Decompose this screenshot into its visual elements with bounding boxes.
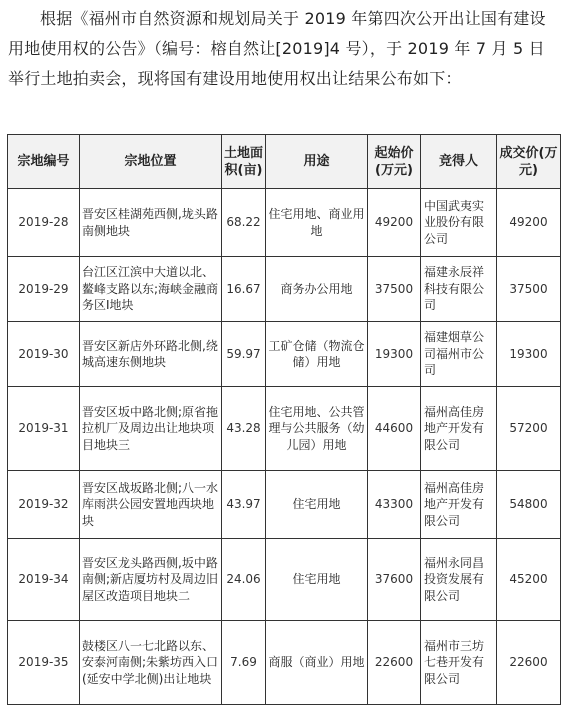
cell-parcel-id: 2019-29: [8, 257, 80, 322]
table-row: [8, 257, 561, 322]
cell-area: 24.06: [222, 539, 266, 621]
cell-usage: 住宅用地、公共管理与公共服务（幼儿园）用地: [266, 387, 368, 471]
header-parcel-id: 宗地编号: [8, 135, 80, 189]
cell-winner: 福建永辰祥科技有限公司: [421, 257, 497, 322]
cell-area: 43.28: [222, 387, 266, 471]
cell-parcel-id: 2019-34: [8, 539, 80, 621]
header-area: 土地面积(亩): [222, 135, 266, 189]
table-row: [8, 189, 561, 257]
header-location: 宗地位置: [80, 135, 222, 189]
cell-area: 16.67: [222, 257, 266, 322]
cell-location: 晋安区战坂路北侧;八一水库雨洪公园安置地西块地块: [80, 471, 222, 539]
cell-usage: 商务办公用地: [266, 257, 368, 322]
cell-start-price: 22600: [368, 621, 421, 705]
intro-paragraph: [8, 4, 560, 94]
table-row: [8, 322, 561, 387]
cell-start-price: 49200: [368, 189, 421, 257]
cell-usage: 住宅用地: [266, 471, 368, 539]
cell-parcel-id: 2019-30: [8, 322, 80, 387]
cell-final-price: 45200: [497, 539, 561, 621]
cell-usage: 住宅用地: [266, 539, 368, 621]
cell-location: 鼓楼区八一七北路以东、安泰河南侧;朱紫坊西入口(延安中学北侧)出让地块: [80, 621, 222, 705]
land-transfer-table: [7, 134, 561, 705]
cell-location: 晋安区坂中路北侧;原省拖拉机厂及周边出让地块项目地块三: [80, 387, 222, 471]
cell-final-price: 22600: [497, 621, 561, 705]
cell-usage: 商服（商业）用地: [266, 621, 368, 705]
cell-winner: 福州高佳房地产开发有限公司: [421, 387, 497, 471]
cell-start-price: 43300: [368, 471, 421, 539]
cell-final-price: 49200: [497, 189, 561, 257]
cell-parcel-id: 2019-32: [8, 471, 80, 539]
cell-winner: 福州永同昌投资发展有限公司: [421, 539, 497, 621]
table-row: [8, 621, 561, 705]
cell-start-price: 19300: [368, 322, 421, 387]
header-winner: 竞得人: [421, 135, 497, 189]
header-usage: 用途: [266, 135, 368, 189]
table-header-row: [8, 135, 561, 189]
cell-winner: 福州高佳房地产开发有限公司: [421, 471, 497, 539]
header-final-price: 成交价(万元): [497, 135, 561, 189]
table-row: [8, 471, 561, 539]
cell-area: 59.97: [222, 322, 266, 387]
header-start-price: 起始价(万元): [368, 135, 421, 189]
cell-winner: 福州市三坊七巷开发有限公司: [421, 621, 497, 705]
cell-area: 68.22: [222, 189, 266, 257]
cell-final-price: 37500: [497, 257, 561, 322]
cell-location: 台江区江滨中大道以北、鳌峰支路以东;海峡金融商务区Ⅰ地块: [80, 257, 222, 322]
cell-final-price: 57200: [497, 387, 561, 471]
cell-location: 晋安区新店外环路北侧,绕城高速东侧地块: [80, 322, 222, 387]
cell-area: 7.69: [222, 621, 266, 705]
cell-usage: 住宅用地、商业用地: [266, 189, 368, 257]
cell-location: 晋安区龙头路西侧,坂中路南侧;新店厦坊村及周边旧屋区改造项目地块二: [80, 539, 222, 621]
cell-parcel-id: 2019-31: [8, 387, 80, 471]
cell-location: 晋安区桂湖苑西侧,垅头路南侧地块: [80, 189, 222, 257]
cell-usage: 工矿仓储（物流仓储）用地: [266, 322, 368, 387]
cell-start-price: 37500: [368, 257, 421, 322]
cell-final-price: 19300: [497, 322, 561, 387]
table-row: [8, 387, 561, 471]
cell-start-price: 44600: [368, 387, 421, 471]
cell-area: 43.97: [222, 471, 266, 539]
intro-text: 根据《福州市自然资源和规划局关于 2019 年第四次公开出让国有建设用地使用权的公告》（编号：榕自然让[2019]4 号），于 2019 年 7 月 5 日举行土地拍卖会，现将国有建设用地使用权出让结果公布如下：: [8, 9, 546, 88]
cell-final-price: 54800: [497, 471, 561, 539]
cell-start-price: 37600: [368, 539, 421, 621]
cell-parcel-id: 2019-35: [8, 621, 80, 705]
cell-winner: 中国武夷实业股份有限公司: [421, 189, 497, 257]
cell-winner: 福建烟草公司福州市公司: [421, 322, 497, 387]
cell-parcel-id: 2019-28: [8, 189, 80, 257]
table-row: [8, 539, 561, 621]
